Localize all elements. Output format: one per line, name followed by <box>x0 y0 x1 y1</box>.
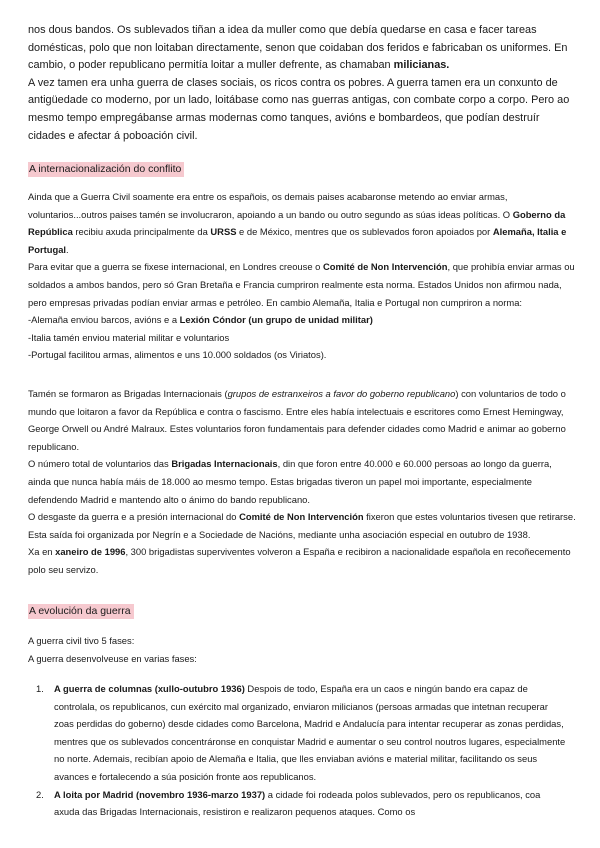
paragraph: Xa en xaneiro de 1996, 300 brigadistas superviventes volveron a España e recibiron a nacionalidade española en recoñecemento polo seu servizo. <box>28 546 571 575</box>
paragraph: A guerra civil tivo 5 fases: <box>28 635 135 646</box>
milicianas-term: milicianas. <box>393 59 450 72</box>
intro-paragraph <box>28 22 576 145</box>
section-heading-internacionalizacion: A internacionalización do conflito <box>28 162 184 177</box>
phases-list <box>30 680 566 821</box>
section-brigadas-body <box>28 385 576 579</box>
section-heading-evolucion: A evolución da guerra <box>28 604 134 619</box>
list-item: 2. A loita por Madrid (novembro 1936-marzo 1937) a cidade foi rodeada polos sublevados, pero os republicanos, coa axuda das Brigadas Internacionais, resistiron e realizaron pequenos ataques. Como os <box>36 788 541 818</box>
intro-text-2: A vez tamen era unha guerra de clases sociais, os ricos contra os pobres. A guerra tamen era un conxunto de antigüedade co moderno, por un lado, loitábase como nas guerras antigas, con combate corpo a corpo. Pero ao mesmo tempo empregábanse armas modernas como tanques, avións e bombardeos, que podían destruír cidades e afectar á poboación civil. <box>28 76 570 142</box>
section-evolucion-body <box>28 632 576 667</box>
paragraph: Para evitar que a guerra se fixese internacional, en Londres creouse o Comité de Non Intervención, que prohibía enviar armas ou soldados a ambos bandos, pero só Gran Bretaña e Francia cumpriron realmente esta norma. Estados Unidos non afirmou nada, pero empresas privadas podían enviar armas e petróleo. En cambio Alemaña, Italia e Portugal non cumpriron a norma: <box>28 261 575 308</box>
list-line: -Portugal facilitou armas, alimentos e uns 10.000 soldados (os Viriatos). <box>28 349 327 361</box>
list-line: -Italia tamén enviou material militar e voluntarios <box>28 331 230 343</box>
section-internacionalizacion-body <box>28 188 576 364</box>
intro-text: nos dous bandos. Os sublevados tiñan a idea da muller como que debía quedarse en casa e facer tareas domésticas, polo que non loitaban directamente, senon que coidaban dos feridos e fabricaban os uniformes. En cambio, o poder republicano permitía loitar a muller defrente, as chamaban milicianas. <box>28 24 568 72</box>
paragraph: O número total de voluntarios das Brigadas Internacionais, din que foron entre 40.000 e 60.000 persoas ao longo da guerra, ainda que nunca había máis de 18.000 ao mesmo tempo. Estas brigadas tiveron un papel moi importante, especialmente defendendo Madrid e mantendo alto o ánimo do bando republicano. <box>28 458 552 505</box>
paragraph: O desgaste da guerra e a presión internacional do Comité de Non Intervención fixeron que estes voluntarios tivesen que retirarse. Esta saída foi organizada por Negrín e a Sociedade de Nacións, mediante unha asociación especial en outubro de 1938. <box>28 511 576 540</box>
paragraph: A guerra desenvolveuse en varias fases: <box>28 652 197 664</box>
list-item: 1. A guerra de columnas (xullo-outubro 1936) Despois de todo, España era un caos e ningún bando era capaz de controlala, os republicanos, cun exército mal organizado, enviaron milicianos (persoas armadas que intetnan recuperar zoas perdidas do goberno) desde cidades como Barcelona, Madrid e Andalucía para intentar recuperar as zonas perdidas, mentres que os sublevados concentráronse en conquistar Madrid e aumentar o seu control noutros lugares, especialmente no norte. Ademais, recibían apoio de Alemaña e Italia, que lles enviaban avións e material militar, facilitando os seus avances e fortalecendo a súa posición fronte aos republicanos. <box>36 683 566 782</box>
list-line: -Alemaña enviou barcos, avións e a Lexión Cóndor (un grupo de unidad militar) <box>28 314 373 326</box>
paragraph: Tamén se formaron as Brigadas Internacionais (grupos de estranxeiros a favor do goberno republicano) con voluntarios de todo o mundo que loitaron a favor da República e contra o fascismo. Entre eles había intelectuais e escritores como Ernest Hemingway, George Orwell ou André Malraux. Estes voluntarios foron fundamentais para defender cidades como Madrid e animar ao goberno republicano. <box>28 388 566 452</box>
paragraph: Ainda que a Guerra Civil soamente era entre os españois, os demais paises acabaronse metendo ao enviar armas, voluntarios...outros paises tamén se involucraron, apoiando a un bando ou outro segundo as súas ideas políticas. O Goberno da República recibiu axuda principalmente da URSS e de México, mentres que os sublevados foron apoiados por Alemaña, Italia e Portugal. <box>28 191 567 255</box>
